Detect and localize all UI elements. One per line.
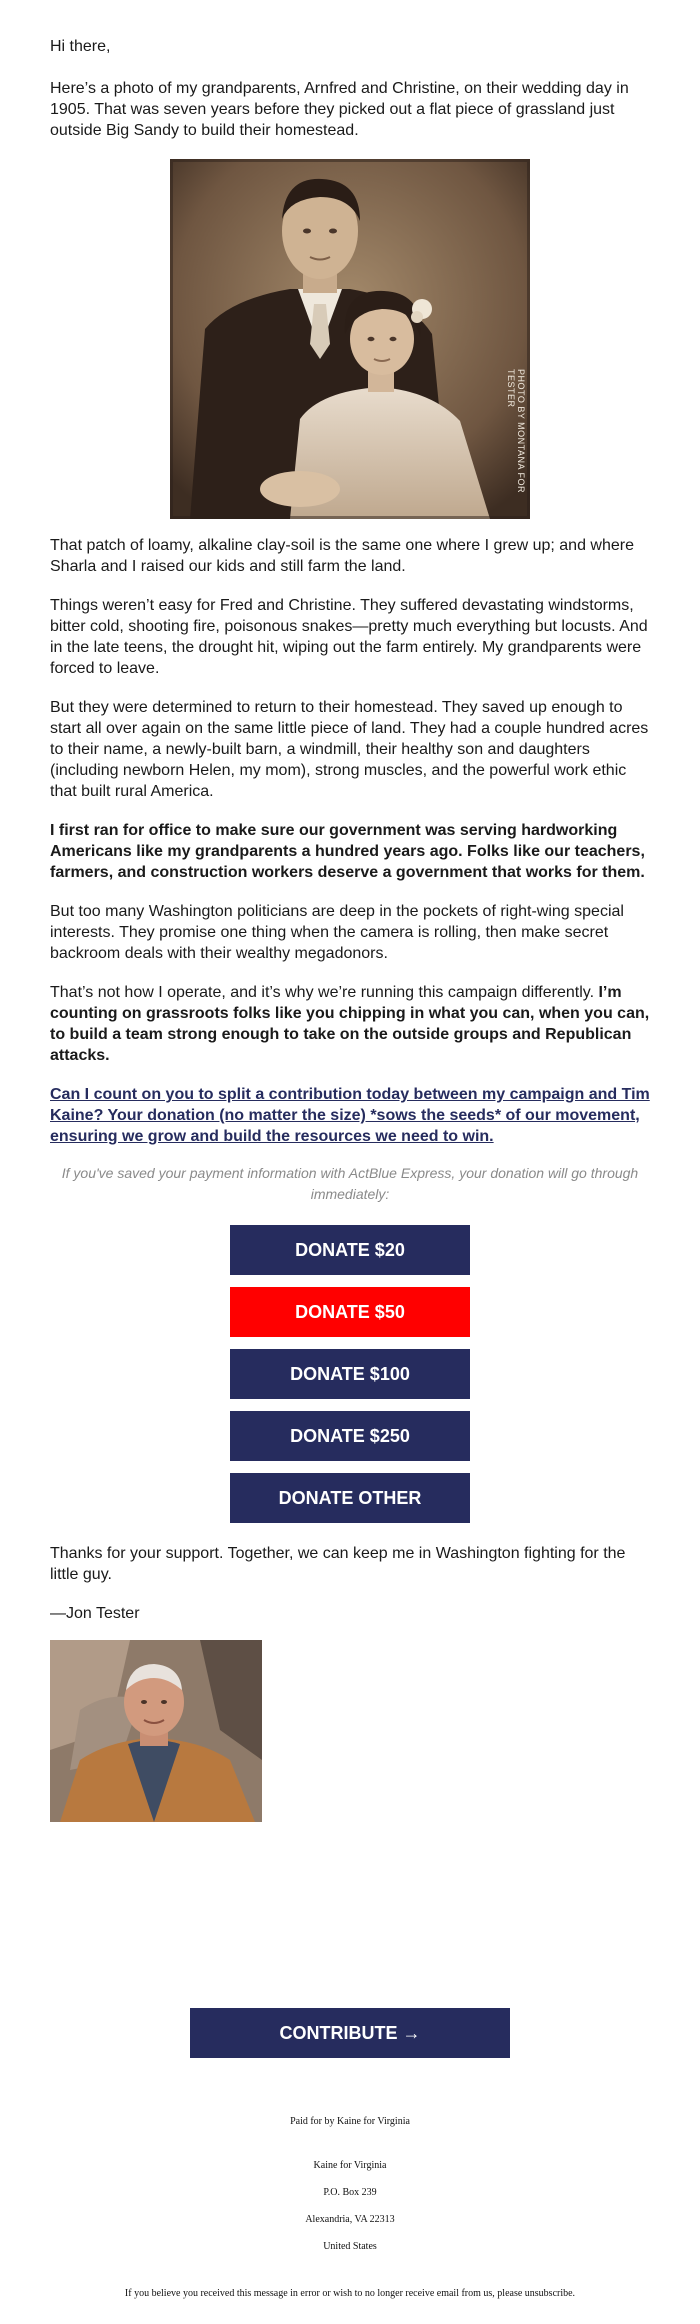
donate-250-button[interactable]: DONATE $250 (230, 1411, 470, 1461)
hardship-paragraph: Things weren’t easy for Fred and Christine. They suffered devastating windstorms, bitter cold, shooting fire, poisonous snakes—pretty much everything but locusts. And in the late teens, the drought hit, wiping out the farm entirely. My grandparents were forced to leave. (50, 597, 648, 677)
email-body (50, 36, 650, 1822)
grassroots-bold-text: I’m counting on grassroots folks like you chipping in what you can, when you can, to build a team strong enough to take on the outside groups and Republican attacks. (50, 984, 650, 1064)
signature: —Jon Tester (50, 1605, 140, 1622)
photo-credit: PHOTO BY MONTANA FOR TESTER (506, 369, 526, 494)
land-paragraph: That patch of loamy, alkaline clay-soil is the same one where I grew up; and where Sharla and I raised our kids and still farm the land. (50, 537, 634, 575)
paid-for-line: Paid for by Kaine for Virginia (290, 2116, 410, 2127)
intro-paragraph: Here’s a photo of my grandparents, Arnfred and Christine, on their wedding day in 1905. That was seven years before they picked out a flat piece of grassland just outside Big Sandy to build their homestead. (50, 80, 629, 139)
donate-button-list (50, 1225, 650, 1535)
wedding-photo (170, 159, 530, 519)
mission-bold-text: I first ran for office to make sure our government was serving hardworking Americans like my grandparents a hundred years ago. Folks like our teachers, farmers, and construction workers deserve a government that works for them. (50, 822, 645, 881)
donate-100-button[interactable]: DONATE $100 (230, 1349, 470, 1399)
mission-paragraph (50, 820, 650, 883)
wedding-photo-image (170, 159, 530, 519)
unsubscribe-notice[interactable]: If you believe you received this message in error or wish to no longer receive email from us, please unsubscribe. (124, 2288, 576, 2299)
footer-country: United States (323, 2241, 377, 2252)
greeting: Hi there, (50, 38, 111, 55)
footer-org: Kaine for Virginia (313, 2160, 387, 2171)
grassroots-paragraph (50, 982, 650, 1066)
split-contribution-link[interactable]: Can I count on you to split a contribution today between my campaign and Tim Kaine? Your donation (no matter the size) *sows the seeds* of our movement, ensuring we grow and build the resources we need to win. (50, 1086, 650, 1145)
actblue-express-note: If you've saved your payment information with ActBlue Express, your donation will go through immediately: (61, 1165, 639, 1202)
thanks-paragraph: Thanks for your support. Together, we can keep me in Washington fighting for the little guy. (50, 1545, 626, 1583)
jon-tester-portrait (50, 1640, 262, 1822)
footer-city: Alexandria, VA 22313 (305, 2214, 395, 2225)
donate-other-button[interactable]: DONATE OTHER (230, 1473, 470, 1523)
politicians-paragraph: But too many Washington politicians are deep in the pockets of right-wing special interests. They promise one thing when the camera is rolling, then make secret backroom deals with their wealthy megadonors. (50, 903, 624, 962)
donate-50-button[interactable]: DONATE $50 (230, 1287, 470, 1337)
footer-po-box: P.O. Box 239 (323, 2187, 377, 2198)
portrait-image (50, 1640, 262, 1822)
return-paragraph: But they were determined to return to their homestead. They saved up enough to start all over again on the same little piece of land. They had a couple hundred acres to their name, a newly-built barn, a windmill, their healthy son and daughters (including newborn Helen, my mom), strong muscles, and the powerful work ethic that built rural America. (50, 699, 649, 800)
contribute-button[interactable]: CONTRIBUTE → (190, 2008, 510, 2058)
donate-20-button[interactable]: DONATE $20 (230, 1225, 470, 1275)
grassroots-plain-text: That’s not how I operate, and it’s why we’re running this campaign differently. (50, 984, 595, 1001)
